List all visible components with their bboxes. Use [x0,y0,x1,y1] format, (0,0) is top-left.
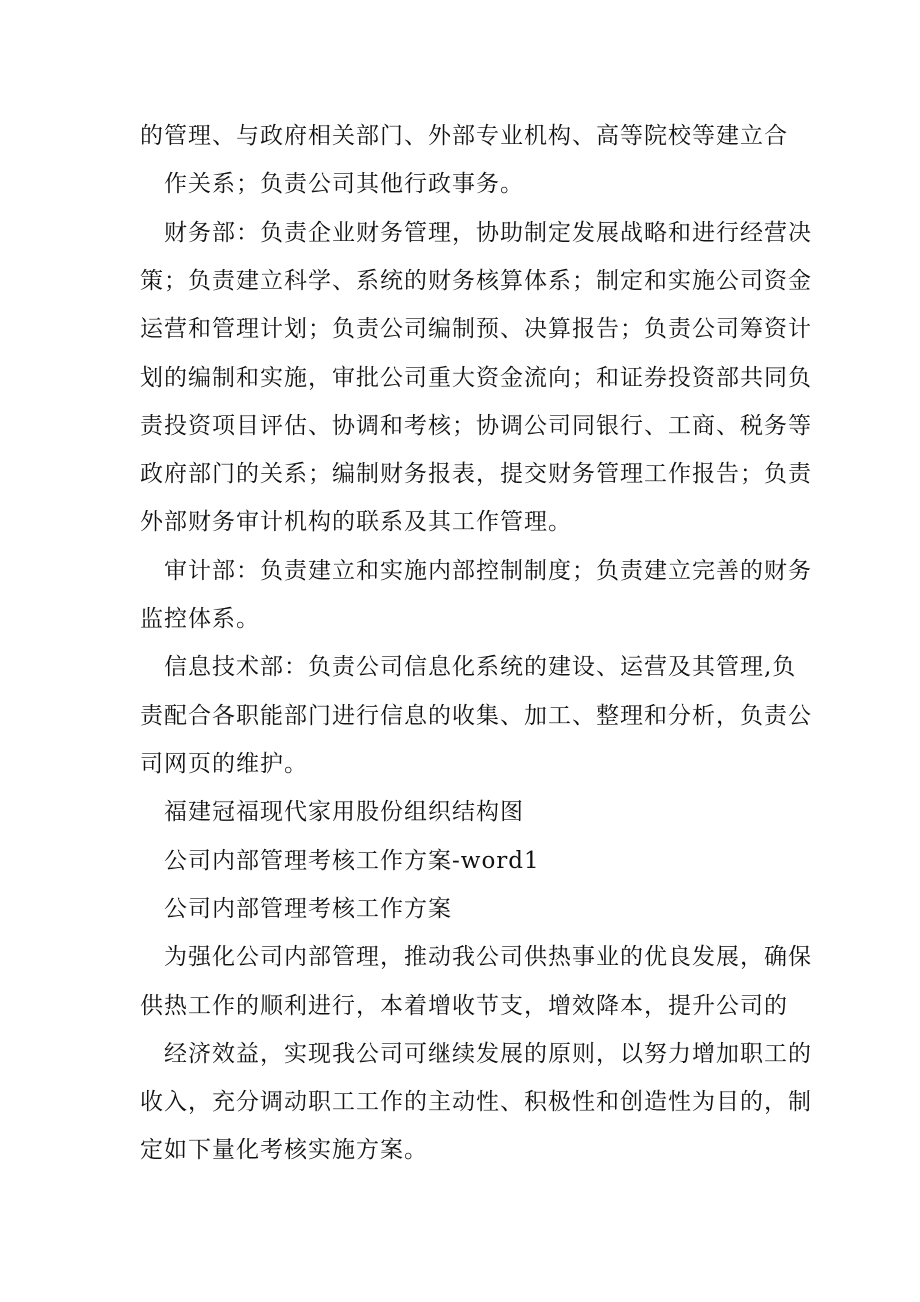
text-line: 司网页的维护。 [140,751,308,777]
org-chart-caption: 福建冠福现代家用股份组织结构图 [164,799,524,825]
text-line: 的管理、与政府相关部门、外部专业机构、高等院校等建立合 [140,123,788,149]
text-line: 监控体系。 [140,606,260,632]
text-line: 经济效益，实现我公司可继续发展的原则，以努力增加职工的 [164,1041,812,1067]
text-line: 收入，充分调动职工工作的主动性、积极性和创造性为目的，制 [140,1089,812,1115]
paragraph-start-line: 信息技术部：负责公司信息化系统的建设、运营及其管理,负 [164,654,797,680]
paragraph-start-line: 为强化公司内部管理，推动我公司供热事业的优良发展，确保 [164,944,812,970]
text-line: 责投资项目评估、协调和考核；协调公司同银行、工商、税务等 [140,413,812,439]
document-subtitle: 公司内部管理考核工作方案-word1 [164,848,540,874]
paragraph-start-line: 审计部：负责建立和实施内部控制制度；负责建立完善的财务 [164,558,812,584]
section-title: 公司内部管理考核工作方案 [164,896,452,922]
paragraph-start-line: 财务部：负责企业财务管理，协助制定发展战略和进行经营决 [164,220,812,246]
text-line: 策；负责建立科学、系统的财务核算体系；制定和实施公司资金 [140,268,812,294]
text-line: 责配合各职能部门进行信息的收集、加工、整理和分析，负责公 [140,703,812,729]
text-line: 运营和管理计划；负责公司编制预、决算报告；负责公司筹资计 [140,316,812,342]
text-line: 政府部门的关系；编制财务报表，提交财务管理工作报告；负责 [140,461,812,487]
text-line: 划的编制和实施，审批公司重大资金流向；和证券投资部共同负 [140,365,812,391]
text-line: 外部财务审计机构的联系及其工作管理。 [140,509,572,535]
text-line: 定如下量化考核实施方案。 [140,1137,428,1163]
text-line: 供热工作的顺利进行，本着增收节支，增效降本，提升公司的 [140,993,788,1019]
text-line: 作关系；负责公司其他行政事务。 [164,171,524,197]
